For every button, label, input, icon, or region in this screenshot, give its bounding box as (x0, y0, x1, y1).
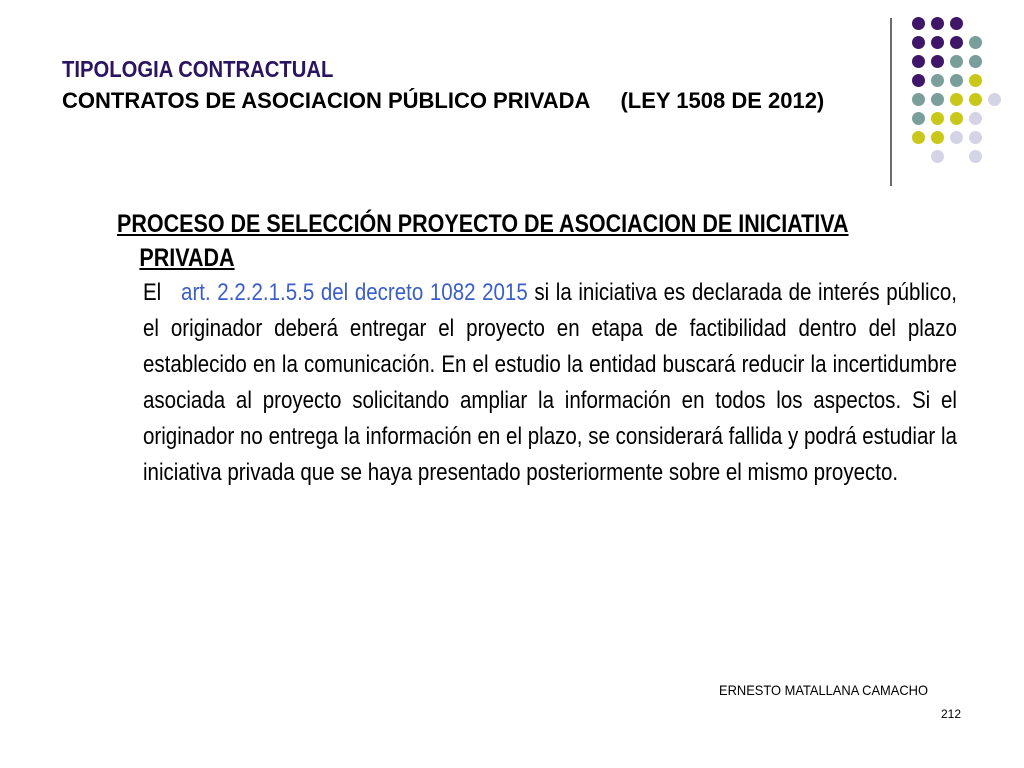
decorative-dot (969, 55, 982, 68)
decorative-dot (950, 93, 963, 106)
decorative-dot (969, 112, 982, 125)
decorative-dot (912, 93, 925, 106)
decorative-dot (950, 131, 963, 144)
body-text: si la iniciativa es declarada de interés público, el originador deberá entregar el proyecto en etapa de factibilidad dentro del plazo establecido en la comunicación. En el estudio la entidad buscará reducir la incertidumbre asociada al proyecto solicitando ampliar la información en todos los aspectos. Si el originador no entrega la información en el plazo, se considerará fallida y podrá estudiar la iniciativa privada que se haya presentado posteriormente sobre el mismo proyecto. (143, 279, 957, 486)
decorative-dot (912, 74, 925, 87)
slide-title: TIPOLOGIA CONTRACTUAL (62, 56, 334, 82)
subtitle-law-reference: (LEY 1508 DE 2012) (620, 88, 825, 113)
author-name: ERNESTO MATALLANA CAMACHO (719, 682, 928, 698)
decorative-dot (950, 17, 963, 30)
body-paragraph (143, 275, 957, 491)
decree-reference-link[interactable]: art. 2.2.2.1.5.5 del decreto 1082 2015 (181, 279, 528, 306)
decorative-dot (950, 74, 963, 87)
section-heading (105, 207, 967, 275)
decorative-dot (969, 131, 982, 144)
decorative-dot (969, 150, 982, 163)
decorative-dot (912, 36, 925, 49)
decorative-dot (931, 36, 944, 49)
slide-title-block (62, 55, 862, 117)
decorative-dot (950, 36, 963, 49)
slide-subtitle (62, 85, 852, 117)
decorative-dot (931, 93, 944, 106)
decorative-dot (950, 55, 963, 68)
decorative-dot (969, 36, 982, 49)
section-heading-line2: PRIVADA (139, 244, 235, 272)
decorative-dot (950, 112, 963, 125)
decorative-divider-line (890, 18, 892, 186)
page-number: 212 (941, 707, 962, 721)
decorative-dot (931, 131, 944, 144)
decorative-dot (931, 55, 944, 68)
decorative-dot (912, 17, 925, 30)
decorative-dot (912, 112, 925, 125)
slide-content (105, 207, 955, 491)
decorative-dot (988, 93, 1001, 106)
subtitle-text: CONTRATOS DE ASOCIACION PÚBLICO PRIVADA (62, 88, 591, 113)
decorative-dot (912, 55, 925, 68)
decorative-dot (931, 112, 944, 125)
decorative-dot (931, 150, 944, 163)
decorative-dot (931, 74, 944, 87)
decorative-dot (969, 74, 982, 87)
decorative-dot (912, 131, 925, 144)
decorative-dot (969, 93, 982, 106)
body-intro: El (143, 279, 162, 306)
decorative-dot (931, 17, 944, 30)
section-heading-line1: PROCESO DE SELECCIÓN PROYECTO DE ASOCIACION DE INICIATIVA (117, 210, 849, 238)
